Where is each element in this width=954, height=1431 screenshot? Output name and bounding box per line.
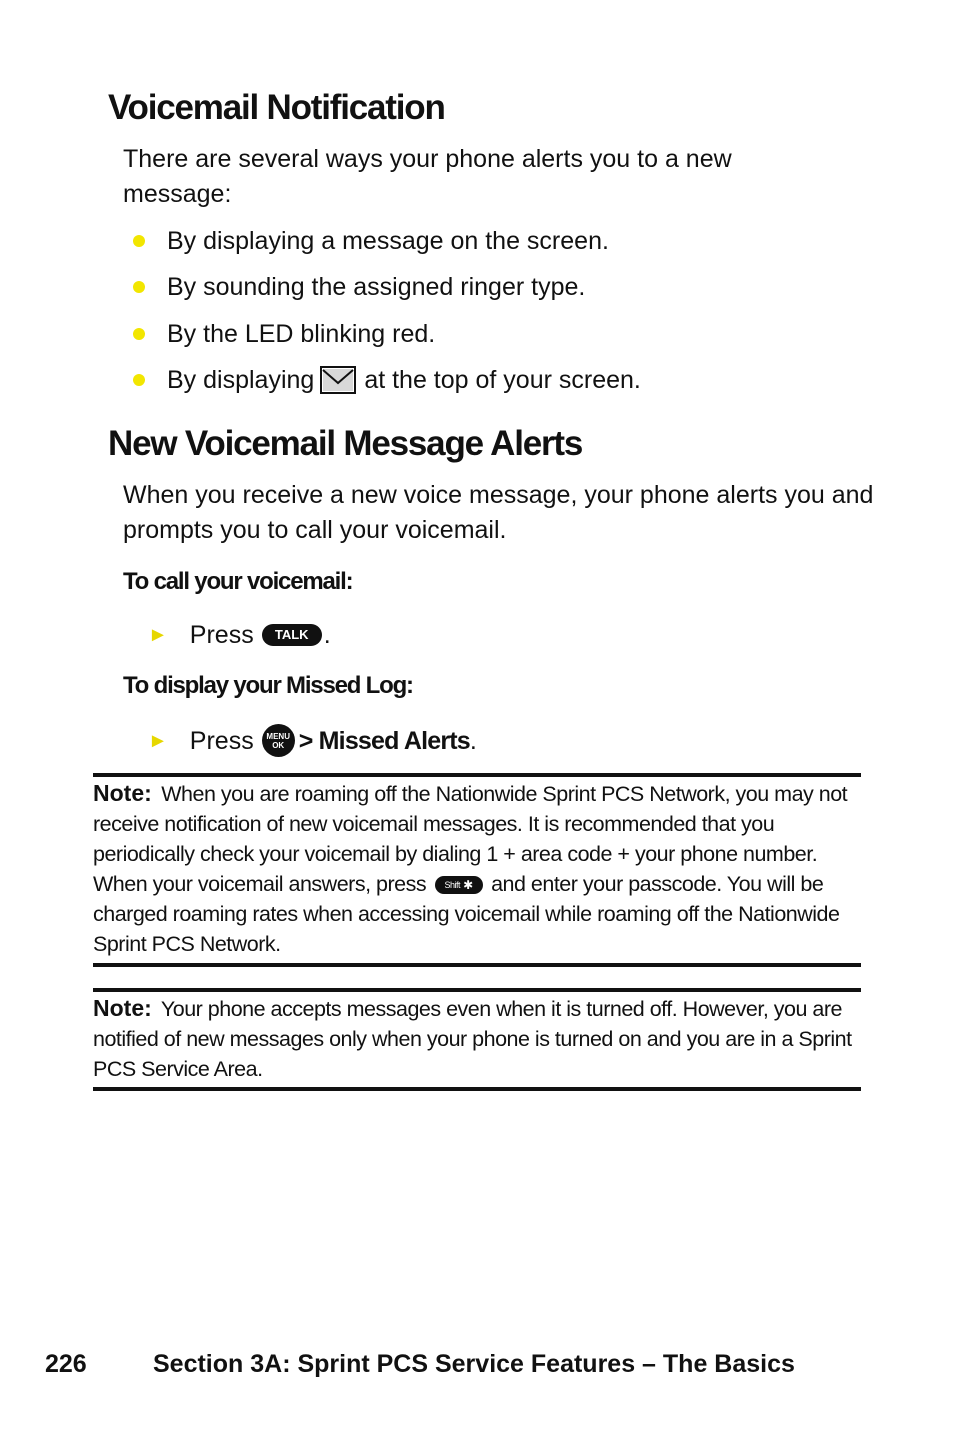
note-phone-off <box>93 993 868 1084</box>
bullet-text: By sounding the assigned ringer type. <box>167 273 586 301</box>
step-end: . <box>469 726 477 755</box>
shift-key-icon: Shift ✱ <box>435 876 483 894</box>
section-title-voicemail-notification: Voicemail Notification <box>108 88 445 127</box>
talk-key-icon: TALK <box>262 624 322 646</box>
divider <box>93 963 861 967</box>
section2-intro: When you receive a new voice message, your phone alerts you and prompts you to call your voicemail. <box>123 481 874 544</box>
bullet-icon <box>133 235 145 247</box>
envelope-icon <box>320 366 356 394</box>
step-missed-log <box>148 724 477 757</box>
missed-log-heading: To display your Missed Log: <box>123 672 413 699</box>
bullet-text: By the LED blinking red. <box>167 320 436 348</box>
triangle-right-icon: ► <box>148 729 168 752</box>
section1-intro: There are several ways your phone alerts you to a new message: <box>123 145 732 208</box>
bullet-icon <box>133 328 145 340</box>
bullet-text: By displaying a message on the screen. <box>167 227 609 255</box>
list-item <box>133 226 609 256</box>
list-item <box>133 319 435 349</box>
bullet-text: at the top of your screen. <box>364 366 641 394</box>
section-title-new-voicemail-alerts: New Voicemail Message Alerts <box>108 424 583 463</box>
note-text: When you are roaming off the Nationwide Sprint PCS Network, you may not receive notification of new voicemail messages. It is recommended that you periodically check your voicemail by dialing 1 + area code + your phone number. When your voicemail answers, press <box>93 782 848 896</box>
step-end: . <box>323 621 331 649</box>
divider <box>93 988 861 992</box>
triangle-right-icon: ► <box>148 624 168 646</box>
step-text: Press <box>189 621 254 649</box>
menu-ok-key-icon: MENU OK <box>262 724 295 757</box>
step-text: Press <box>189 726 254 755</box>
bullet-icon <box>133 281 145 293</box>
call-voicemail-heading: To call your voicemail: <box>123 568 353 595</box>
divider <box>93 773 861 777</box>
step-call-voicemail <box>148 620 331 650</box>
divider <box>93 1087 861 1091</box>
note-label: Note: <box>93 780 152 806</box>
list-item <box>133 365 641 395</box>
missed-alerts-path: > Missed Alerts <box>298 726 470 755</box>
page-number: 226 <box>45 1350 87 1378</box>
note-text: Your phone accepts messages even when it is turned off. However, you are notified of new messages only when your phone is turned on and you are in a Sprint PCS Service Area. <box>93 997 852 1081</box>
list-item <box>133 272 585 302</box>
note-text: and enter your passcode. You will be charged roaming rates when accessing voicemail while roaming off the Nationwide Sprint PCS Network. <box>93 872 840 956</box>
note-label: Note: <box>93 995 152 1021</box>
bullet-icon <box>133 374 145 386</box>
bullet-text: By displaying <box>167 366 315 394</box>
note-roaming <box>93 778 868 959</box>
section-footer-title: Section 3A: Sprint PCS Service Features – The Basics <box>153 1350 795 1378</box>
